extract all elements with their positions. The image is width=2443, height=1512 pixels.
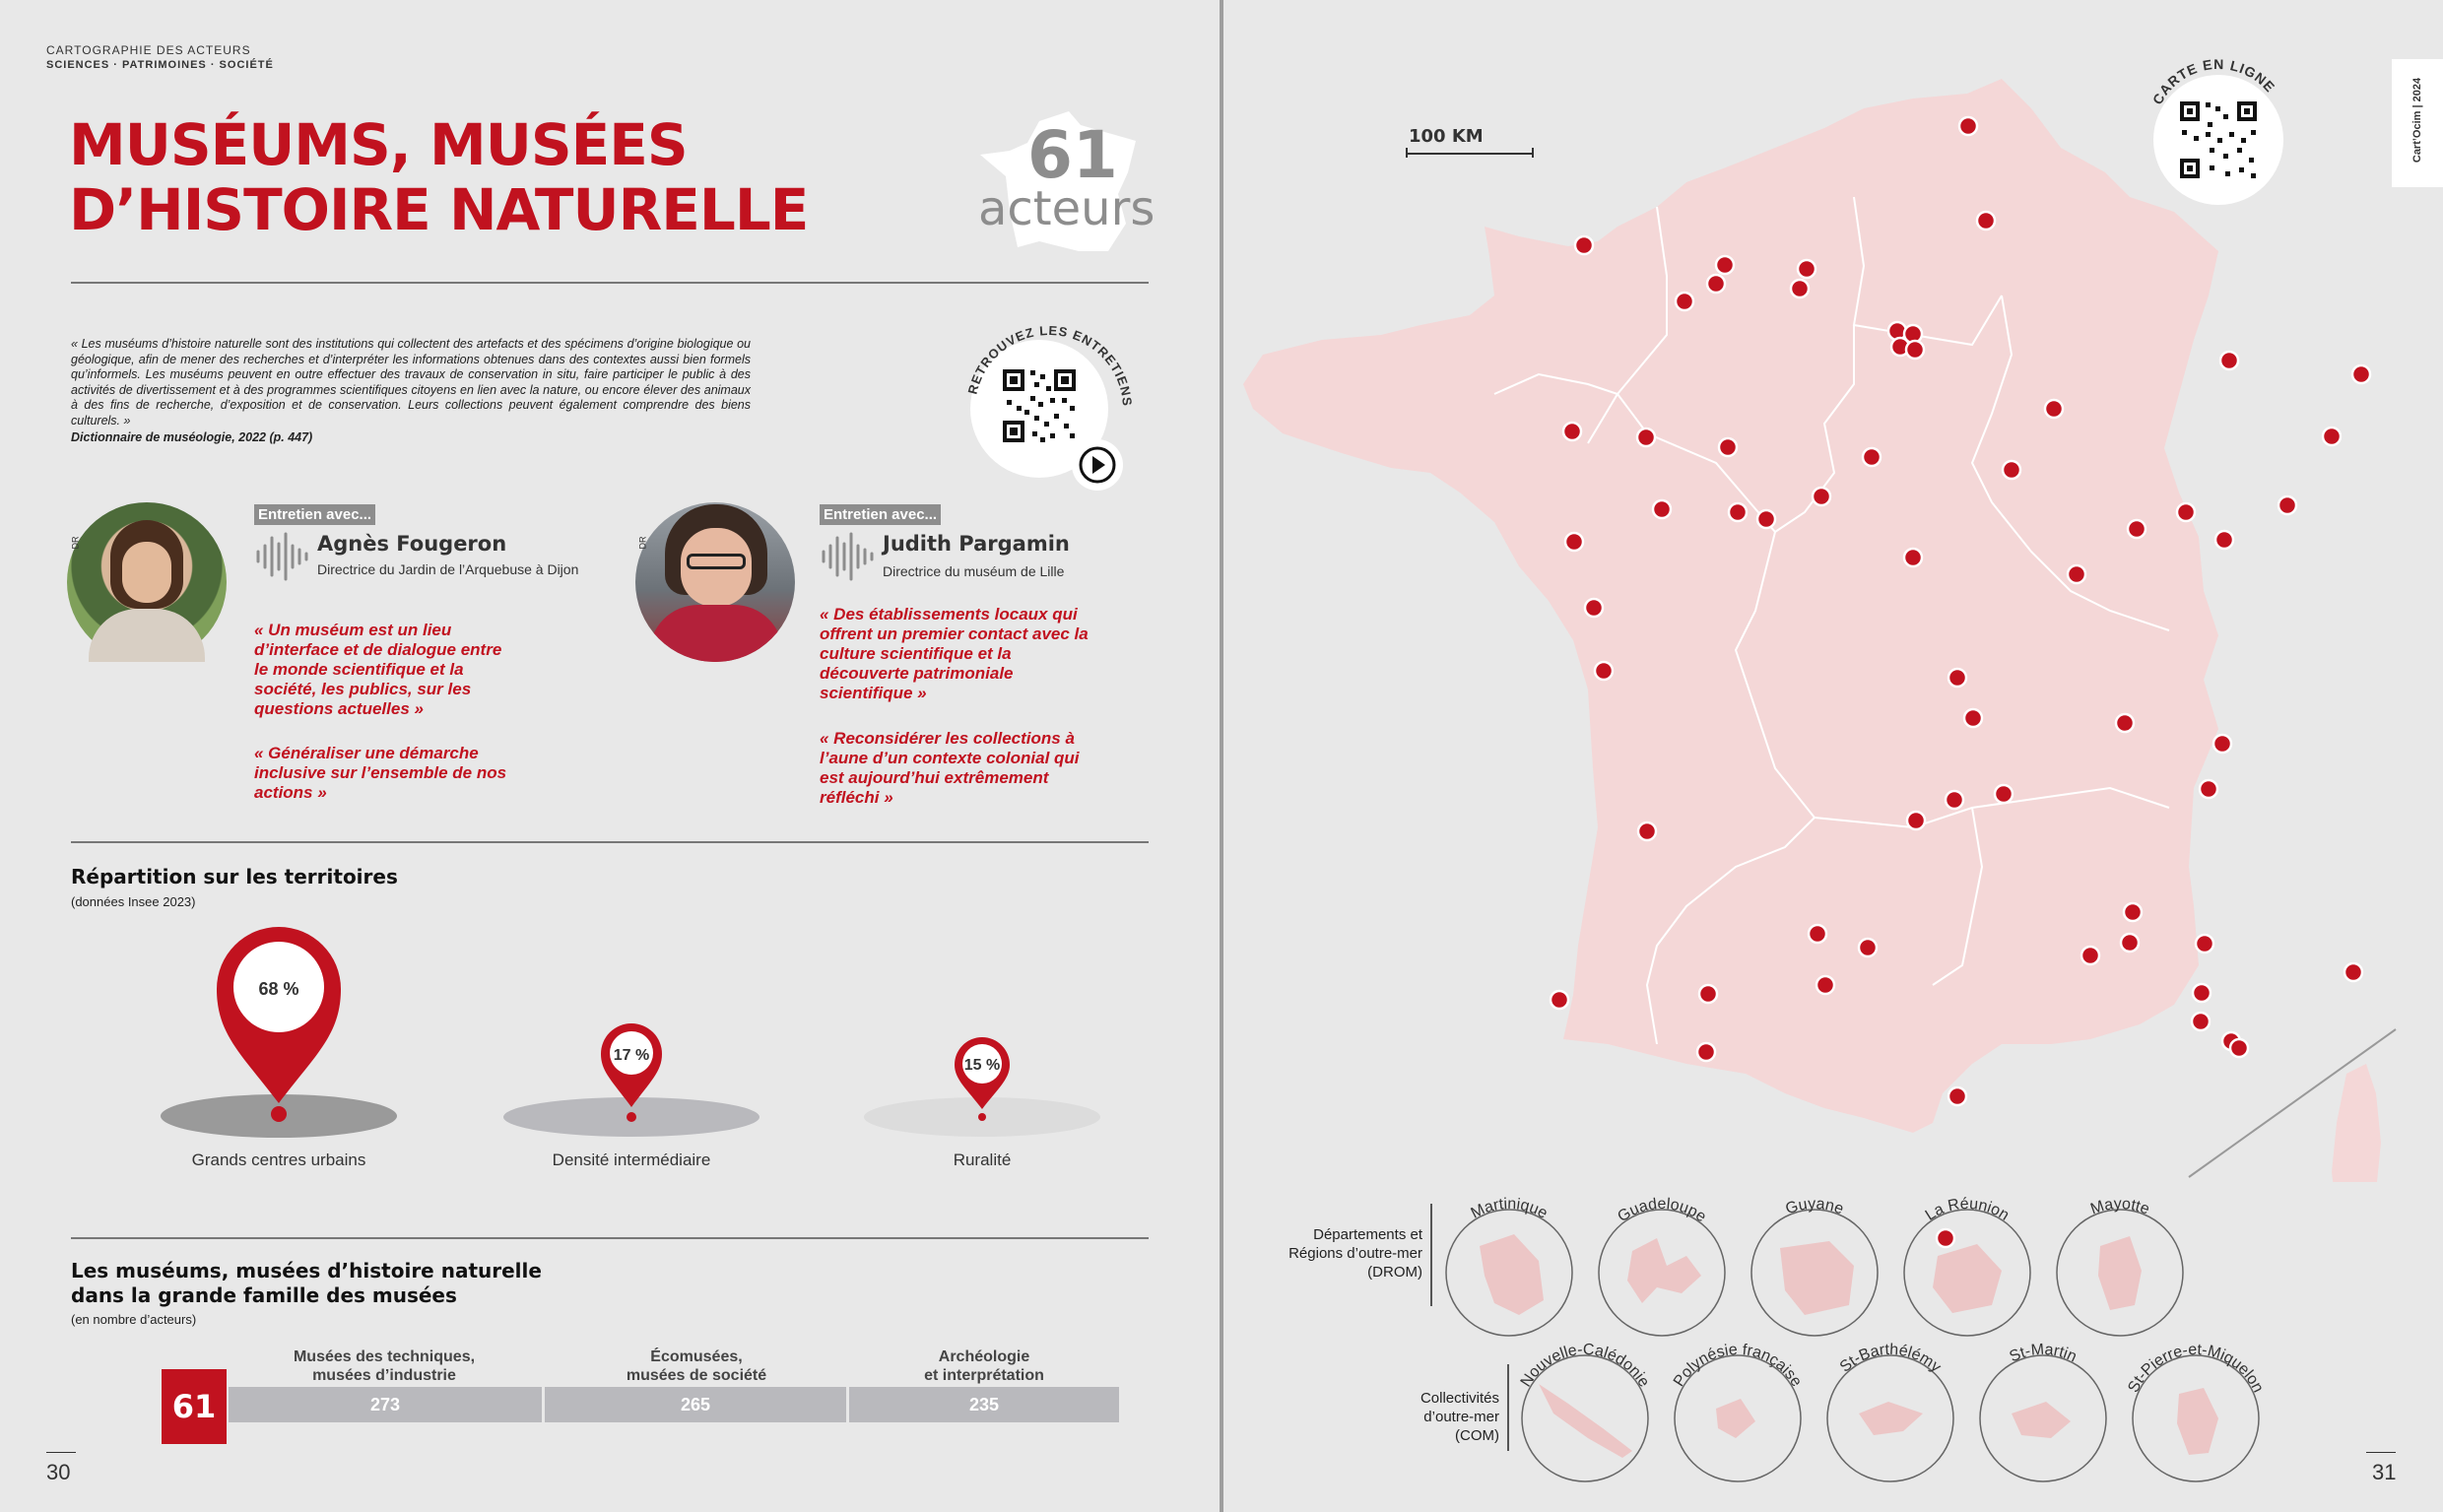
photo-credit-1: DR: [70, 536, 81, 550]
family-bar-label-3-line1: Archéologie: [938, 1348, 1030, 1365]
family-bar-label-3: [836, 1348, 1132, 1385]
museum-marker[interactable]: [2128, 520, 2146, 538]
pin-rural-value: 15 %: [963, 1057, 1001, 1074]
interviewee-name-1: Agnès Fougeron: [317, 532, 507, 556]
museum-marker[interactable]: [1791, 280, 1809, 297]
svg-text:Martinique: [1469, 1196, 1551, 1222]
museum-marker[interactable]: [1757, 510, 1775, 528]
qr-code-icon: [1000, 366, 1079, 445]
divider: [71, 1237, 1149, 1239]
interviews-qr-svg: [956, 315, 1143, 502]
family-bar-label-2: [549, 1348, 844, 1385]
com-st-martin-label: St-Martin: [2007, 1341, 2080, 1366]
svg-text:St-Martin: [2007, 1342, 2079, 1366]
definition-text: « Les muséums d’histoire naturelle sont des institutions qui collectent des artefacts et des spécimens d’origine biologique ou géologique, afin de mener des recherches et d’interpréter les informations obtenues dans des contextes aussi bien formels qu’informels. Les muséums peuvent en outre effectuer des travaux de conservation in situ, faire participer le public à des activités de divertissement et à des programmes scientifiques citoyens en lien avec la nature, ou encore élever des animaux à des fins de recherche, d’exposition et de conservation. Leurs collections peuvent également comprendre des biens culturels. »: [71, 337, 751, 427]
territory-label-intermediate: Densité intermédiaire: [552, 1150, 711, 1169]
audio-wave-icon: [820, 532, 875, 581]
family-bar-label-2-line1: Écomusées,: [650, 1348, 743, 1365]
museum-marker[interactable]: [1638, 822, 1656, 840]
badge-number: 61: [1027, 117, 1118, 193]
interview-quote-2a: « Des établissements locaux qui offrent un premier contact avec la culture scientifique et la découverte patrimoniale scientifique »: [820, 605, 1089, 702]
drom-guyane-label: Guyane: [1783, 1195, 1846, 1218]
divider: [71, 841, 1149, 843]
territories-subtitle: (données Insee 2023): [71, 894, 196, 909]
pin-urban-value: 68 %: [258, 979, 299, 999]
museum-marker[interactable]: [1904, 549, 1922, 566]
overseas-insets: [1440, 1177, 2425, 1492]
page-number-right: 31: [2372, 1460, 2397, 1484]
museum-marker[interactable]: [1551, 991, 1568, 1009]
museum-marker[interactable]: [1585, 599, 1603, 617]
drom-mayotte-label: Mayotte: [2088, 1195, 2152, 1218]
interview-quote-1a: « Un muséum est un lieu d’interface et de dialogue entre le monde scientifique et la société, les publics, sur les questions actuelles »: [254, 621, 502, 718]
france-map: [1223, 0, 2443, 1182]
drom-guadeloupe-label: Guadeloupe: [1615, 1196, 1709, 1226]
museum-marker[interactable]: [1719, 438, 1737, 456]
com-st-barthelemy-label: St-Barthélémy: [1836, 1341, 1945, 1376]
museum-marker[interactable]: [1995, 785, 2013, 803]
interview-tag-1: Entretien avec...: [254, 504, 375, 525]
territory-label-rural: Ruralité: [953, 1150, 1012, 1169]
svg-text:Nouvelle-Calédonie: [1518, 1342, 1653, 1391]
family-subtitle: (en nombre d’acteurs): [71, 1312, 197, 1327]
museum-marker[interactable]: [1816, 976, 1834, 994]
museum-marker[interactable]: [2344, 963, 2362, 981]
family-bar-label-3-line2: et interprétation: [924, 1367, 1044, 1384]
museum-marker[interactable]: [2192, 1013, 2210, 1030]
com-polynesie-label: Polynésie française: [1670, 1341, 1806, 1390]
header-line1: CARTOGRAPHIE DES ACTEURS: [46, 43, 251, 57]
museum-marker[interactable]: [1716, 256, 1734, 274]
museum-marker[interactable]: [1906, 341, 1924, 359]
com-st-pierre-label: St-Pierre-et-Miquelon: [2125, 1341, 2267, 1396]
museum-marker[interactable]: [2230, 1039, 2248, 1057]
territories-pins: [0, 916, 1220, 1152]
svg-text:Guyane: [1783, 1196, 1845, 1218]
museum-marker[interactable]: [1729, 503, 1747, 521]
drom-label: Départements et Régions d’outre-mer (DROM): [1288, 1226, 1422, 1281]
page-title: [69, 112, 808, 242]
museum-marker[interactable]: [1697, 1043, 1715, 1061]
museum-marker[interactable]: [1699, 985, 1717, 1003]
museum-marker[interactable]: [2124, 903, 2142, 921]
interviewee-role-2: Directrice du muséum de Lille: [883, 563, 1065, 579]
drom-bracket: [1430, 1204, 1432, 1306]
museum-marker[interactable]: [1676, 293, 1693, 310]
right-page: [1223, 0, 2443, 1512]
museum-marker[interactable]: [2081, 947, 2099, 964]
interviews-qr-block[interactable]: [956, 315, 1143, 502]
museum-marker-reunion[interactable]: [1937, 1229, 1954, 1247]
avatar-judith: [635, 502, 795, 662]
actors-badge: [970, 103, 1157, 261]
drom-martinique-label: Martinique: [1468, 1195, 1551, 1222]
com-bracket: [1507, 1364, 1509, 1451]
qr-caption-arc: RETROUVEZ LES ENTRETIENS: [964, 322, 1136, 408]
left-page: [0, 0, 1220, 1512]
family-title-line1: Les muséums, musées d’histoire naturelle: [71, 1259, 542, 1282]
avatar-agnes: [67, 502, 227, 662]
badge-label: acteurs: [978, 181, 1155, 236]
museum-marker[interactable]: [2177, 503, 2195, 521]
museum-marker[interactable]: [2278, 496, 2296, 514]
museum-marker[interactable]: [1653, 500, 1671, 518]
museum-marker[interactable]: [2200, 780, 2217, 798]
museum-marker[interactable]: [2045, 400, 2063, 418]
family-bar-label-2-line2: musées de société: [626, 1367, 767, 1384]
museum-marker[interactable]: [1859, 939, 1877, 956]
museum-marker[interactable]: [1813, 488, 1830, 505]
page-number-rule: [2366, 1452, 2396, 1453]
com-nouvelle-caledonie-label: Nouvelle-Calédonie: [1517, 1341, 1653, 1391]
family-highlight-box: 61: [162, 1369, 227, 1444]
museum-marker[interactable]: [1707, 275, 1725, 293]
france-mainland-shape: [1243, 79, 2218, 1133]
museum-marker[interactable]: [1948, 669, 1966, 687]
interview-quote-2b: « Reconsidérer les collections à l’aune d’un contexte colonial qui est aujourd’hui extrêmement réfléchi »: [820, 729, 1080, 807]
corsica-shape: [2332, 1064, 2381, 1182]
interviewee-role-1: Directrice du Jardin de l’Arquebuse à Dijon: [317, 561, 579, 577]
header-line2: SCIENCES · PATRIMOINES · SOCIÉTÉ: [46, 59, 274, 71]
divider: [71, 282, 1149, 284]
svg-text:St-Pierre-et-Miquelon: [2125, 1342, 2266, 1396]
territory-label-urban: Grands centres urbains: [191, 1150, 366, 1169]
museum-marker[interactable]: [2323, 427, 2341, 445]
museum-marker[interactable]: [2116, 714, 2134, 732]
museum-marker[interactable]: [1809, 925, 1826, 943]
museum-marker[interactable]: [2352, 365, 2370, 383]
page-number-left: 30: [46, 1460, 71, 1484]
family-bar-3: 235: [849, 1387, 1119, 1422]
museum-marker[interactable]: [1946, 791, 1963, 809]
photo-credit-2: DR: [637, 536, 648, 550]
page-number-rule: [46, 1452, 76, 1453]
family-title-line2: dans la grande famille des musées: [71, 1283, 457, 1307]
interview-tag-2: Entretien avec...: [820, 504, 941, 525]
museum-marker[interactable]: [2213, 735, 2231, 753]
svg-text:Guadeloupe: [1615, 1196, 1709, 1225]
museum-marker[interactable]: [2068, 565, 2085, 583]
museum-marker[interactable]: [1948, 1087, 1966, 1105]
interviewee-name-2: Judith Pargamin: [883, 532, 1070, 556]
museum-marker[interactable]: [1563, 423, 1581, 440]
museum-marker[interactable]: [2003, 461, 2020, 479]
museum-marker[interactable]: [1798, 260, 1816, 278]
museum-marker[interactable]: [1863, 448, 1881, 466]
title-line2: D’HISTOIRE NATURELLE: [69, 176, 809, 243]
svg-text:St-Barthélémy: [1837, 1342, 1945, 1376]
svg-text:Polynésie française: [1671, 1342, 1805, 1390]
svg-text:La Réunion: [1923, 1196, 2013, 1224]
museum-marker[interactable]: [1977, 212, 1995, 230]
drom-reunion-label: La Réunion: [1922, 1195, 2013, 1224]
svg-text:Mayotte: [2088, 1196, 2151, 1218]
family-title: [71, 1259, 542, 1308]
online-qr-caption: CARTE EN LIGNE: [2148, 55, 2278, 107]
territories-title: Répartition sur les territoires: [71, 865, 398, 888]
interview-quote-1b: « Généraliser une démarche inclusive sur l’ensemble de nos actions »: [254, 744, 507, 802]
museum-marker[interactable]: [2220, 352, 2238, 369]
family-bar-label-1-line1: Musées des techniques,: [293, 1348, 476, 1365]
side-tab-text: Cart’Ocim | 2024: [2411, 77, 2423, 164]
museum-marker[interactable]: [1959, 117, 1977, 135]
audio-wave-icon: [254, 532, 309, 581]
com-label: Collectivités d’outre-mer (COM): [1420, 1390, 1499, 1444]
museum-marker[interactable]: [1565, 533, 1583, 551]
museum-marker[interactable]: [1964, 709, 1982, 727]
museum-marker[interactable]: [2196, 935, 2213, 953]
museum-marker[interactable]: [1595, 662, 1613, 680]
museum-marker[interactable]: [1575, 236, 1593, 254]
museum-marker[interactable]: [2121, 934, 2139, 952]
museum-marker[interactable]: [2215, 531, 2233, 549]
family-bar-label-1: [236, 1348, 532, 1385]
definition-source: Dictionnaire de muséologie, 2022 (p. 447): [71, 430, 313, 444]
title-line1: MUSÉUMS, MUSÉES: [69, 111, 688, 178]
museum-marker[interactable]: [2193, 984, 2211, 1002]
museum-marker[interactable]: [1907, 812, 1925, 829]
pin-intermediate-value: 17 %: [613, 1047, 650, 1064]
family-bar-1: 273: [229, 1387, 542, 1422]
scale-label: 100 KM: [1409, 126, 1484, 147]
museum-marker[interactable]: [1637, 428, 1655, 446]
family-bar-2: 265: [545, 1387, 846, 1422]
family-bar-label-1-line2: musées d’industrie: [312, 1367, 456, 1384]
